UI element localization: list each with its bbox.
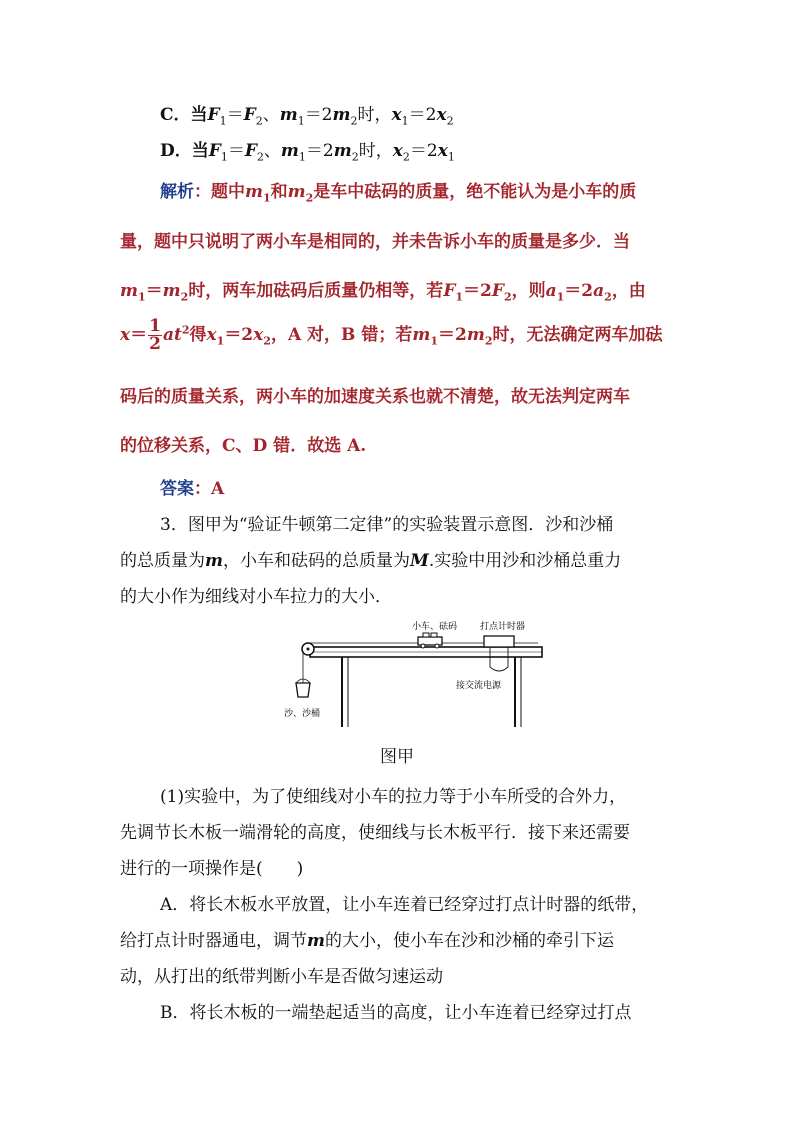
option-d: D．当$F_1=F_2$、$m_1=2m_2$时，$x_2=2x_1$ [160,141,455,164]
analysis-line-1: 解析：题中$m_1$和$m_2$是车中砝码的质量，绝不能认为是小车的质 [160,182,637,205]
cart-icon [418,633,442,648]
option-b-line-1: B．将长木板的一端垫起适当的高度，让小车连着已经穿过打点 [160,1003,632,1023]
answer: 答案：A [160,479,225,499]
figure-caption: 图甲 [380,747,414,767]
experiment-apparatus-figure [270,617,550,732]
question3-line-2: 的总质量为m，小车和砝码的总质量为M.实验中用沙和沙桶总重力 [120,551,622,571]
analysis-line-4: x＝ $\frac{1}{2}$ $at^2$得$x_1=2x_2$，A 对，B 错；若$m_1=2m_2$时，无法确定两车加砝 [120,316,663,354]
pulley-icon [302,643,314,655]
part1-line-2: 先调节长木板一端滑轮的高度，使细线与长木板平行．接下来还需要 [120,823,630,843]
option-c: C．当$F_1=F_2$、$m_1=2m_2$时，$x_1=2x_2$ [160,105,454,128]
analysis-line-2: 量，题中只说明了两小车是相同的，并未告诉小车的质量是多少．当 [120,232,630,252]
analysis-line-3: $m_1=m_2$时，两车加砝码后质量仍相等，若$F_1=2F_2$，则$a_1=2a_2$，由 [120,281,646,304]
question3-line-3: 的大小作为细线对小车拉力的大小． [120,587,392,607]
part1-line-3: 进行的一项操作是( ) [120,859,304,879]
analysis-line-5: 码后的质量关系，两小车的加速度关系也就不清楚，故无法判定两车 [120,387,630,407]
option-a-line-1: A．将长木板水平放置，让小车连着已经穿过打点计时器的纸带， [160,895,649,915]
option-a-line-3: 动，从打出的纸带判断小车是否做匀速运动 [120,967,443,987]
analysis-line-6: 的位移关系，C、D 错．故选 A. [120,436,367,456]
part1-line-1: (1)实验中，为了使细线对小车的拉力等于小车所受的合外力， [160,787,627,807]
label-cart: 小车、砝码 [412,622,458,632]
question3-line-1: 3．图甲为“验证牛顿第二定律”的实验装置示意图．沙和沙桶 [160,515,614,535]
wooden-board [310,647,542,657]
table-legs [342,657,521,727]
label-timer: 打点计时器 [480,622,526,632]
label-power: 接交流电源 [456,681,502,691]
fraction-one-half: $\frac{1}{2}$ [149,316,161,354]
option-a-line-2: 给打点计时器通电，调节m的大小，使小车在沙和沙桶的牵引下运 [120,931,614,951]
label-bucket: 沙、沙桶 [284,709,321,719]
